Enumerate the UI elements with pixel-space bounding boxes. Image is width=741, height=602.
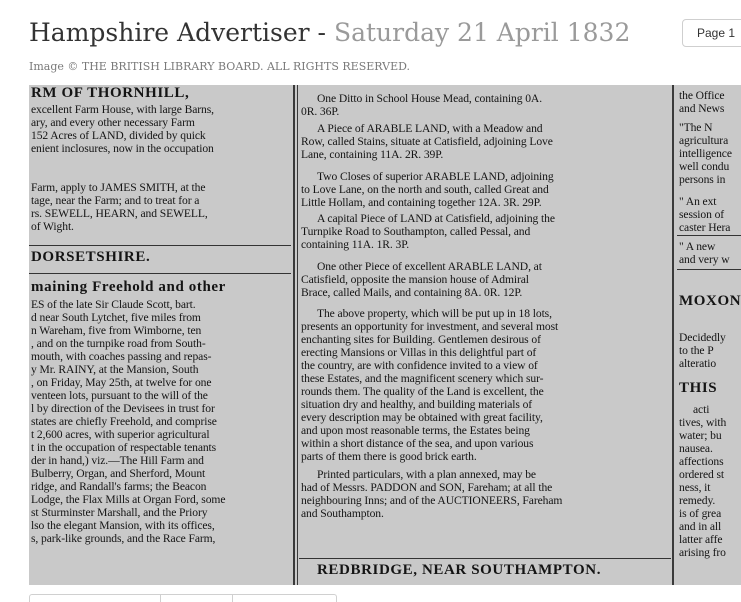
article-line: and very w [679,253,730,266]
article-line: these Estates, and the magnificent scenery which sur- [301,372,544,385]
article-line: The above property, which will be put up in 18 lots, [317,307,552,320]
page-title [29,18,630,47]
article-line: One Ditto in School House Mead, containing 0A. [317,92,542,105]
publication-name: Hampshire Advertiser [29,18,310,47]
article-line: DORSETSHIRE. [31,249,151,265]
article-line: tives, with [679,416,727,429]
article-line: alteratio [679,357,717,370]
article-line: 0R. 36P. [301,105,340,118]
column-rule [297,85,298,585]
article-line: to the P [679,344,714,357]
article-line: ES of the late Sir Claude Scott, bart. [31,298,196,311]
article-line: situation dry and healthy, and building materials of [301,398,533,411]
article-line: persons in [679,173,726,186]
article-line: REDBRIDGE, NEAR SOUTHAMPTON. [317,562,602,578]
article-line: Little Hollam, and containing together 12A. 3R. 29P. [301,196,542,209]
article-line: ridge, and Randall's farms; the Beacon [31,480,207,493]
article-line: "The N [679,121,713,134]
page-selector-button[interactable]: Page 1 [682,19,741,47]
article-line: mouth, with coaches passing and repas- [31,350,212,363]
article-line: arising fro [679,546,726,559]
article-line: remedy. [679,494,716,507]
section-divider [677,235,741,236]
article-line: st Sturminster Marshall, and the Priory [31,506,208,519]
article-line: caster Hera [679,221,731,234]
article-line: tage, near the Farm; and to treat for a [31,194,200,207]
article-line: ary, and every other necessary Farm [31,116,195,129]
article-line: presents an opportunity for investment, and several most [301,320,559,333]
article-line: session of [679,208,725,221]
article-line: affections [679,455,724,468]
article-line: states are chiefly Freehold, and comprise [31,415,217,428]
article-line: well condu [679,160,730,173]
article-line: " An ext [679,195,717,208]
article-line: of Wight. [31,220,74,233]
article-line: s, park-like grounds, and the Race Farm, [31,532,216,545]
article-line: ness, it [679,481,711,494]
article-line: to Love Lane, on the north and south, called Great and [301,183,549,196]
article-column-3 [677,85,741,585]
title-separator: - [309,18,334,47]
article-column-1 [29,85,291,585]
article-line: " A new [679,240,716,253]
article-line: ordered st [679,468,725,481]
article-line: t 2,600 acres, with superior agricultural [31,428,210,441]
column-rule [672,85,674,585]
article-line: A capital Piece of LAND at Catisfield, adjoining the [317,212,555,225]
article-line: , and on the turnpike road from South- [31,337,206,350]
article-line: Two Closes of superior ARABLE LAND, adjoining [317,170,554,183]
article-line: RM OF THORNHILL, [31,85,190,101]
article-line: t in the occupation of respectable tenants [31,441,217,454]
column-rule [293,85,295,585]
article-line: latter affe [679,533,723,546]
article-line: erecting Mansions or Villas in this delightful part of [301,346,537,359]
article-line: is of grea [679,507,722,520]
article-line: every description may be obtained with great facility, [301,411,543,424]
newspaper-scan[interactable] [29,85,741,585]
article-line: rs. SEWELL, HEARN, and SEWELL, [31,207,208,220]
article-line: One other Piece of excellent ARABLE LAND, at [317,260,542,273]
article-line: intelligence [679,147,732,160]
article-line: rounds them. The quality of the Land is excellent, the [301,385,544,398]
section-divider [299,558,671,559]
article-line: Turnpike Road to Southampton, called Pessal, and [301,225,531,238]
article-line: 152 Acres of LAND, divided by quick [31,129,206,142]
section-divider [29,273,291,274]
article-line: y Mr. RAINY, at the Mansion, South [31,363,199,376]
toolbar-divider [160,595,161,602]
article-line: and upon most reasonable terms, the Estates being [301,424,530,437]
article-line: water; bu [679,429,722,442]
article-line: lso the elegant Mansion, with its offices, [31,519,215,532]
copyright-notice: Image © THE BRITISH LIBRARY BOARD. ALL RIGHTS RESERVED. [29,60,411,73]
article-line: Catisfield, opposite the mansion house of Admiral [301,273,529,286]
article-line: the country, are with confidence invited to a view of [301,359,538,372]
article-line: venteen lots, pursuant to the will of the [31,389,208,402]
article-line: n Wareham, five from Wimborne, ten [31,324,202,337]
article-line: der in hand,) viz.—The Hill Farm and [31,454,204,467]
article-line: and News [679,102,725,115]
article-line: the Office [679,89,725,102]
article-line: , on Friday, May 25th, at twelve for one [31,376,212,389]
toolbar-divider [232,595,233,602]
article-line: Decidedly [679,331,726,344]
article-line: Lodge, the Flax Mills at Organ Ford, some [31,493,226,506]
article-line: enient inclosures, now in the occupation [31,142,214,155]
article-line: Bulberry, Organ, and Sherford, Mount [31,467,206,480]
article-line: l by direction of the Devisees in trust for [31,402,215,415]
article-line: Lane, containing 11A. 2R. 39P. [301,148,444,161]
article-line: THIS [679,380,718,396]
section-divider [29,245,291,246]
issue-date: Saturday 21 April 1832 [333,18,631,47]
article-line: excellent Farm House, with large Barns, [31,103,214,116]
article-line: enchanting sites for Building. Gentlemen desirous of [301,333,541,346]
article-line: within a short distance of the sea, and upon various [301,437,534,450]
article-line: parts of them there is good brick earth. [301,450,477,463]
article-line: nausea. [679,442,713,455]
article-line: neighbouring Inns; and of the AUCTIONEERS, Fareham [301,494,563,507]
article-line: acti [693,403,710,416]
article-line: Row, called Stains, situate at Catisfield, adjoining Love [301,135,553,148]
article-line: A Piece of ARABLE LAND, with a Meadow and [317,122,543,135]
article-line: d near South Lytchet, five miles from [31,311,201,324]
article-line: and Southampton. [301,507,384,520]
article-line: containing 11A. 1R. 3P. [301,238,410,251]
article-line: Printed particulars, with a plan annexed, may be [317,468,536,481]
section-divider [677,269,741,270]
article-line: Brace, called Mails, and containing 8A. 0R. 12P. [301,286,523,299]
article-line: agricultura [679,134,729,147]
article-line: had of Messrs. PADDON and SON, Fareham; at all the [301,481,553,494]
article-line: MOXON [679,293,741,309]
article-column-2 [299,85,671,585]
bottom-toolbar[interactable] [29,594,337,602]
article-line: and in all [679,520,722,533]
article-line: Farm, apply to JAMES SMITH, at the [31,181,206,194]
article-line: maining Freehold and other [31,279,226,295]
